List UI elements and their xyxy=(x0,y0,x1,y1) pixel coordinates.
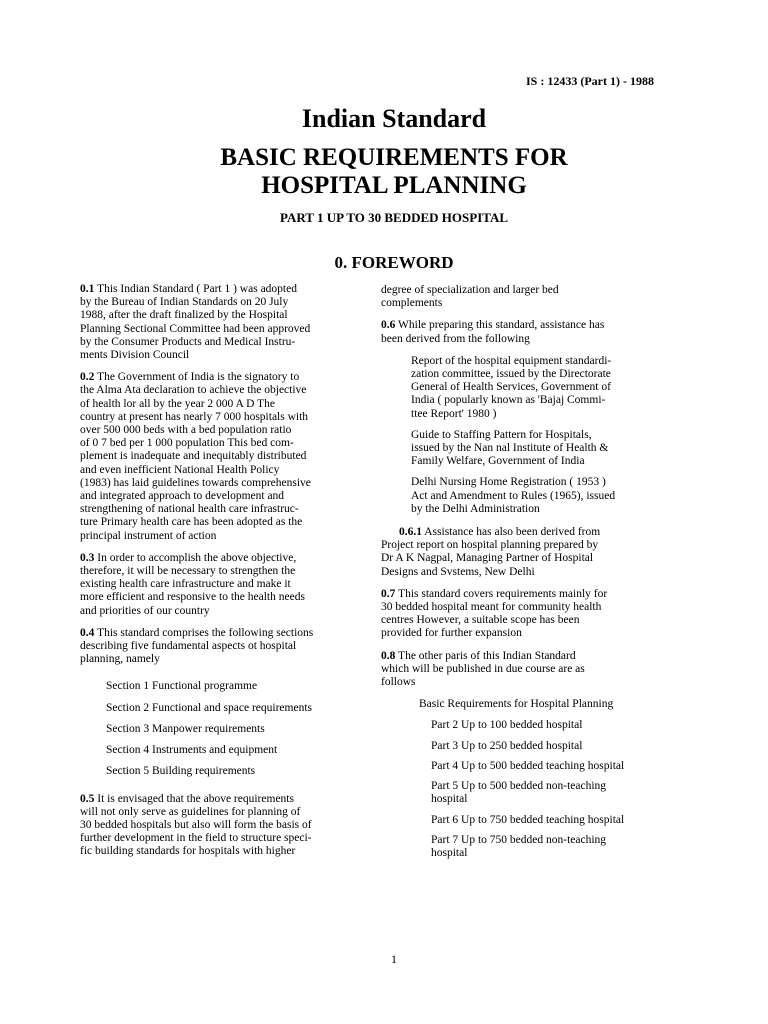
section-item: Section 3 Manpower requirements xyxy=(106,722,265,735)
title-sub-line-1: BASIC REQUIREMENTS FOR xyxy=(220,144,568,171)
title-main: Indian Standard xyxy=(301,104,487,133)
page-number: 1 xyxy=(391,952,397,966)
part-item: Part 5 Up to 500 bedded non-teaching hospital xyxy=(431,780,607,806)
foreword-heading: 0. FOREWORD xyxy=(334,253,454,272)
basic-requirements-heading: Basic Requirements for Hospital Planning xyxy=(419,698,614,711)
paragraph-text: Assistance has also been derived from xyxy=(422,526,601,539)
part-item: Part 4 Up to 500 bedded teaching hospital xyxy=(431,759,625,772)
paragraph-0-7 xyxy=(381,588,656,641)
part-item: Part 7 Up to 750 bedded non-teaching hospital xyxy=(431,833,607,859)
clause-number: 0.3 xyxy=(80,551,95,564)
clause-number: 0.5 xyxy=(80,792,95,805)
paragraph-0-2 xyxy=(80,371,355,543)
paragraph-0-4 xyxy=(80,627,355,667)
clause-number: 0.4 xyxy=(80,626,95,639)
clause-number: 0.6.1 xyxy=(399,526,422,539)
left-column xyxy=(80,283,355,868)
clause-number: 0.8 xyxy=(381,649,396,662)
paragraph-0-8 xyxy=(381,650,656,690)
paragraph-0-5-continued: degree of specialization and larger bed complements xyxy=(381,284,559,310)
title-block xyxy=(0,104,768,226)
section-item: Section 5 Building requirements xyxy=(106,765,256,778)
paragraph-text: The other paris of this Indian Standard which will be published in due course are as follows xyxy=(381,649,585,689)
paragraph-text: This Indian Standard ( Part 1 ) was adopted by the Bureau of Indian Standards on 20 July 1988, after the draft finalized by the Hospital Planning Sectional Committee had been approved by the Consumer Products and Medical Instru- ments Division Council xyxy=(80,283,311,362)
paragraph-0-5 xyxy=(80,793,355,859)
right-column xyxy=(381,284,656,867)
standard-number: IS : 12433 (Part 1) - 1988 xyxy=(526,74,654,88)
part-item: Part 3 Up to 250 bedded hospital xyxy=(431,739,583,752)
reference-item: Delhi Nursing Home Registration ( 1953 ) Act and Amendment to Rules (1965), issued by the Delhi Administration xyxy=(411,476,616,515)
paragraph-0-1 xyxy=(80,283,355,362)
paragraph-0-6-1 xyxy=(381,526,656,539)
paragraph-text: This standard covers requirements mainly for 30 bedded hospital meant for community health centres However, a suitable scope has been provided for further expansion xyxy=(381,587,608,640)
reference-item: Guide to Staffing Pattern for Hospitals, issued by the Nan nal Institute of Health & Family Welfare, Government of India xyxy=(411,428,609,468)
paragraph-0-6 xyxy=(381,319,656,345)
part-item: Part 2 Up to 100 bedded hospital xyxy=(431,719,583,732)
reference-item: Report of the hospital equipment standardi- zation committee, issued by the Directorate General of Health Services, Government of India ( popularly known as 'Bajaj Commi- ttee Report' 1980 ) xyxy=(411,354,612,420)
part-item: Part 6 Up to 750 bedded teaching hospital xyxy=(431,813,625,826)
clause-number: 0.6 xyxy=(381,319,396,332)
paragraph-text: This standard comprises the following sections describing five fundamental aspects ot hospital planning, namely xyxy=(80,626,314,666)
paragraph-0-6-1-rest: Project report on hospital planning prepared by Dr A K Nagpal, Managing Partner of Hospital Designs and Svstems, New Delhi xyxy=(381,539,599,578)
title-sub-line-2: HOSPITAL PLANNING xyxy=(261,172,527,199)
paragraph-text: The Government of India is the signatory to the Alma Ata declaration to achieve the objective of health lor all by the year 2 000 A D The country at present has nearly 7 000 hospitals with over 500 000 beds with a bed population ratio of 0 7 bed per 1 000 population This bed com- plement is inadequate and inequitably distributed and even inefficient National Health Policy (1983) has laid guidelines towards comprehensive and integrated approach to development and strengthening of national health care infrastruc- ture Primary health care has been adopted as the principal instrument of action xyxy=(80,371,311,542)
title-part: PART 1 UP TO 30 BEDDED HOSPITAL xyxy=(279,210,509,225)
clause-number: 0.1 xyxy=(80,283,95,295)
section-item: Section 1 Functional programme xyxy=(106,680,258,693)
section-item: Section 2 Functional and space requirements xyxy=(106,701,312,714)
paragraph-0-3 xyxy=(80,552,355,618)
paragraph-text: In order to accomplish the above objective, therefore, it will be necessary to strengthen the existing health care infrastructure and make it more efficient and responsive to the health needs and priorities of our country xyxy=(80,551,305,617)
paragraph-text: While preparing this standard, assistance has been derived from the following xyxy=(381,319,605,345)
paragraph-text: It is envisaged that the above requirements will not only serve as guidelines for planning of 30 bedded hospitals but also will form the basis of further development in the field to structure speci- fic building standards for hospitals with higher xyxy=(80,792,312,858)
clause-number: 0.7 xyxy=(381,587,396,600)
section-item: Section 4 Instruments and equipment xyxy=(106,744,278,757)
clause-number: 0.2 xyxy=(80,371,95,384)
